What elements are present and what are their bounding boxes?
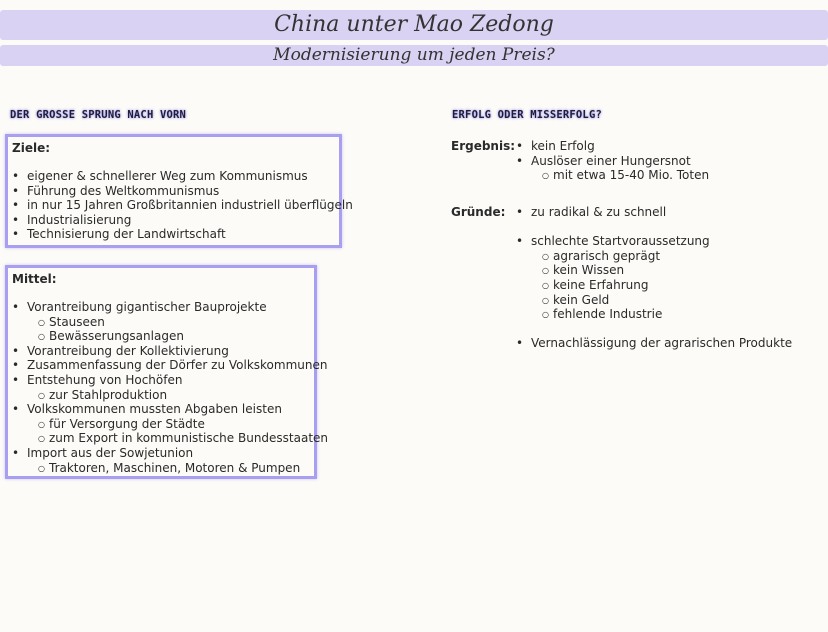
ziele-label: Ziele:: [12, 141, 51, 155]
sub-list-item: ○ für Versorgung der Städte: [8, 417, 314, 432]
page-subtitle-banner: [0, 45, 828, 66]
mittel-list: [8, 300, 329, 475]
list-item: • schlechte Startvoraussetzung: [512, 234, 792, 249]
ziele-list: [8, 169, 353, 242]
ergebnis-list: [512, 139, 709, 183]
list-item: • Volkskommunen mussten Abgaben leisten: [8, 402, 314, 417]
sub-list-item: ○ agrarisch geprägt: [512, 249, 792, 264]
list-item: • Import aus der Sowjetunion: [8, 446, 314, 461]
sub-list-item: ○ kein Wissen: [512, 263, 792, 278]
right-section-heading: ERFOLG ODER MISSERFOLG?: [452, 109, 602, 121]
list-item: • Vorantreibung gigantischer Bauprojekte: [8, 300, 314, 315]
list-item: • in nur 15 Jahren Großbritannien industriell überflügeln: [8, 198, 339, 213]
list-item: • Vernachlässigung der agrarischen Produkte: [512, 336, 792, 351]
sub-list-item: ○ Traktoren, Maschinen, Motoren & Pumpen: [8, 461, 314, 476]
list-item: • Industrialisierung: [8, 213, 339, 228]
ziele-box: [5, 134, 353, 248]
ergebnis-label: Ergebnis:: [451, 139, 516, 153]
list-item: • zu radikal & zu schnell: [512, 205, 792, 220]
sub-list-item: ○ Bewässerungsanlagen: [8, 329, 314, 344]
list-item: • Vorantreibung der Kollektivierung: [8, 344, 314, 359]
mittel-box: [5, 265, 329, 479]
list-item: • kein Erfolg: [512, 139, 709, 154]
list-item: • Technisierung der Landwirtschaft: [8, 227, 339, 242]
sub-list-item: ○ fehlende Industrie: [512, 307, 792, 322]
page-subtitle: Modernisierung um jeden Preis?: [273, 45, 555, 65]
page-title-banner: [0, 10, 828, 40]
list-item: • Entstehung von Hochöfen: [8, 373, 314, 388]
list-item: • Auslöser einer Hungersnot: [512, 154, 709, 169]
sub-list-item: ○ zur Stahlproduktion: [8, 388, 314, 403]
sub-list-item: ○ keine Erfahrung: [512, 278, 792, 293]
gruende-label: Gründe:: [451, 205, 506, 219]
gruende-list: [512, 205, 792, 351]
list-item: • Zusammenfassung der Dörfer zu Volkskommunen: [8, 358, 314, 373]
mittel-label: Mittel:: [12, 272, 57, 286]
list-item: • eigener & schnellerer Weg zum Kommunismus: [8, 169, 339, 184]
sub-list-item: ○ kein Geld: [512, 293, 792, 308]
sub-list-item: ○ zum Export in kommunistische Bundesstaaten: [8, 431, 314, 446]
sub-list-item: ○ mit etwa 15-40 Mio. Toten: [512, 168, 709, 183]
left-section-heading: DER GROSSE SPRUNG NACH VORN: [10, 109, 187, 121]
page-title: China unter Mao Zedong: [274, 12, 554, 37]
list-item: • Führung des Weltkommunismus: [8, 184, 339, 199]
sub-list-item: ○ Stauseen: [8, 315, 314, 330]
